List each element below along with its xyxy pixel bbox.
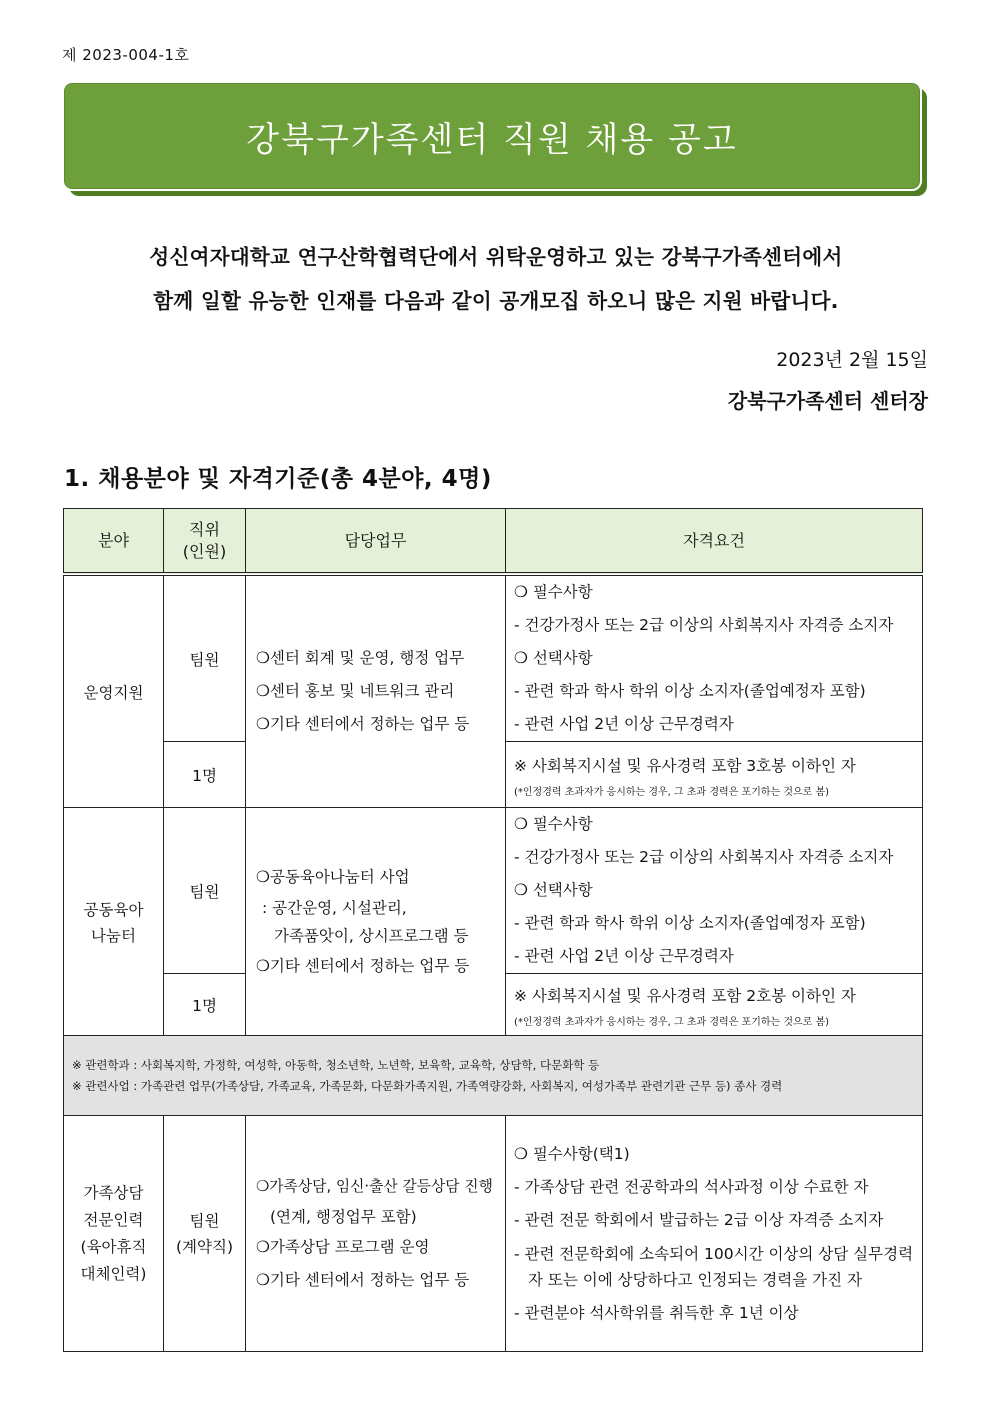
table-row	[64, 808, 923, 974]
table-row	[64, 1116, 923, 1352]
requirement-item: - 관련 학과 학사 학위 이상 소지자(졸업예정자 포함)	[514, 914, 866, 932]
header-requirements: 자격요건	[506, 509, 923, 575]
position-cell: 팀원	[164, 574, 246, 742]
field-cell	[64, 808, 164, 1036]
requirement-item: - 관련 사업 2년 이상 근무경력자	[514, 715, 734, 733]
requirements-cell	[506, 1116, 923, 1352]
title-banner	[62, 81, 922, 191]
position-cell	[164, 1116, 246, 1352]
header-position	[164, 509, 246, 575]
field-line: 전문인력	[83, 1210, 144, 1229]
field-line: 대체인력)	[80, 1264, 147, 1283]
experience-note: ※ 사회복지시설 및 유사경력 포함 3호봉 이하인 자	[514, 756, 856, 775]
duty-subitem: : 공간운영, 시설관리,	[262, 898, 407, 917]
requirement-item: - 건강가정사 또는 2급 이상의 사회복지사 자격증 소지자	[514, 616, 894, 634]
footnote-related-depts: ※ 관련학과 : 사회복지학, 가정학, 여성학, 아동학, 청소년학, 노년학, 보육학, 교육학, 상담학, 다문화학 등	[72, 1057, 600, 1072]
duty-item: ❍센터 홍보 및 네트워크 관리	[256, 682, 455, 700]
footnote-related-work: ※ 관련사업 : 가족관련 업무(가족상담, 가족교육, 가족문화, 다문화가족지원, 가족역량강화, 사회복지, 여성가족부 관련기관 근무 등) 종사 경력	[72, 1078, 783, 1093]
field-line: 공동육아	[83, 900, 144, 919]
duties-cell	[246, 808, 506, 1036]
announcement-date: 2023년 2월 15일	[776, 349, 928, 371]
requirement-item: - 관련 사업 2년 이상 근무경력자	[514, 947, 734, 965]
requirement-item: - 가족상담 관련 전공학과의 석사과정 이상 수료한 자	[514, 1177, 869, 1196]
header-duties: 담당업무	[246, 509, 506, 575]
field-cell	[64, 1116, 164, 1352]
duty-item: ❍센터 회계 및 운영, 행정 업무	[256, 649, 465, 667]
requirements-cell	[506, 808, 923, 974]
requirement-item: - 관련분야 석사학위를 취득한 후 1년 이상	[514, 1303, 799, 1322]
duties-cell	[246, 1116, 506, 1352]
requirement-item: ❍ 필수사항	[514, 815, 593, 833]
requirement-item: - 관련 학과 학사 학위 이상 소지자(졸업예정자 포함)	[514, 682, 866, 700]
duty-item: ❍공동육아나눔터 사업	[256, 867, 410, 886]
field-line: 나눔터	[91, 926, 136, 945]
experience-note-detail: (*인정경력 초과자가 응시하는 경우, 그 초과 경력은 포기하는 것으로 봄)	[514, 1016, 830, 1028]
duty-item: ❍가족상담, 임신·출산 갈등상담 진행	[256, 1178, 493, 1195]
count-cell: 1명	[164, 974, 246, 1036]
recruitment-table	[63, 508, 923, 1352]
requirement-item: ❍ 필수사항	[514, 583, 593, 601]
duties-cell	[246, 574, 506, 808]
document-number: 제 2023-004-1호	[62, 46, 190, 64]
field-line: 가족상담	[83, 1183, 144, 1202]
header-position-line2: (인원)	[182, 541, 227, 561]
intro-line-1: 성신여자대학교 연구산학협력단에서 위탁운영하고 있는 강북구가족센터에서	[149, 245, 843, 269]
count-cell: 1명	[164, 742, 246, 808]
table-row	[64, 574, 923, 742]
experience-note: ※ 사회복지시설 및 유사경력 포함 2호봉 이하인 자	[514, 986, 856, 1005]
duty-item: ❍기타 센터에서 정하는 업무 등	[256, 1271, 470, 1289]
note-cell	[506, 742, 923, 808]
requirement-item: ❍ 선택사항	[514, 649, 593, 667]
position-line: (계약직)	[175, 1237, 233, 1256]
duty-subitem: 가족품앗이, 상시프로그램 등	[274, 926, 469, 945]
header-field: 분야	[64, 509, 164, 575]
requirement-item: ❍ 필수사항(택1)	[514, 1144, 630, 1163]
experience-note-detail: (*인정경력 초과자가 응시하는 경우, 그 초과 경력은 포기하는 것으로 봄)	[514, 786, 830, 798]
duty-item: ❍기타 센터에서 정하는 업무 등	[256, 956, 470, 975]
field-cell: 운영지원	[64, 574, 164, 808]
field-line: (육아휴직	[80, 1237, 147, 1256]
note-cell	[506, 974, 923, 1036]
requirements-cell	[506, 574, 923, 742]
duty-item: ❍가족상담 프로그램 운영	[256, 1238, 430, 1256]
requirement-item: ❍ 선택사항	[514, 881, 593, 899]
requirement-item: - 관련 전문 학회에서 발급하는 2급 이상 자격증 소지자	[514, 1210, 884, 1229]
footnote-row	[64, 1036, 923, 1116]
section-title: 1. 채용분야 및 자격기준(총 4분야, 4명)	[64, 466, 492, 492]
requirement-item: - 건강가정사 또는 2급 이상의 사회복지사 자격증 소지자	[514, 848, 894, 866]
table-header-row	[64, 509, 923, 575]
requirement-item: - 관련 전문학회에 소속되어 100시간 이상의 상담 실무경력자 또는 이에 상당하다고 인정되는 경력을 가진 자	[514, 1244, 914, 1289]
intro-line-2: 함께 일할 유능한 인재를 다음과 같이 공개모집 하오니 많은 지원 바랍니다.	[153, 289, 839, 313]
position-line: 팀원	[189, 1211, 220, 1230]
issuer: 강북구가족센터 센터장	[727, 389, 928, 413]
page-title: 강북구가족센터 직원 채용 공고	[246, 119, 738, 160]
header-position-line1: 직위	[189, 519, 220, 539]
footnote-cell	[64, 1036, 923, 1116]
duty-item: ❍기타 센터에서 정하는 업무 등	[256, 715, 470, 733]
position-cell: 팀원	[164, 808, 246, 974]
duty-subitem: (연계, 행정업무 포함)	[270, 1208, 417, 1226]
